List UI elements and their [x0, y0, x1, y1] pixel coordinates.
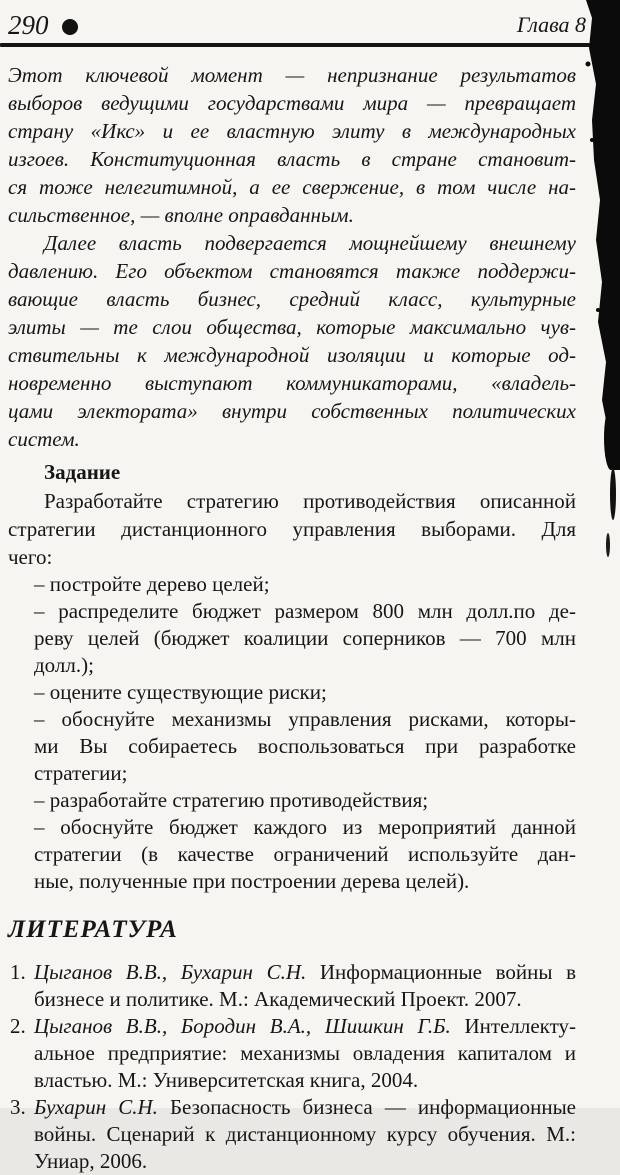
paragraph [8, 61, 576, 229]
body-paragraphs [8, 61, 576, 453]
text-line: – оцените существующие риски; [34, 680, 327, 704]
text-line: ствительны к международной изоляции и которые од- [8, 343, 576, 367]
text-line: чего: [8, 545, 53, 569]
text-line: Разработайте стратегию противодействия описанной [44, 489, 576, 513]
text-line: стратегии дистанционного управления выборами. Для [8, 517, 576, 541]
task-list-item [34, 814, 576, 895]
text-line: стратегии (в качестве ограничений используйте дан- [34, 842, 576, 866]
literature-item-authors: Цыганов В.В., Бухарин С.Н. [34, 960, 320, 984]
page-number: 290 [8, 10, 49, 40]
task-heading: Задание [44, 460, 121, 484]
literature-list [8, 959, 576, 1175]
text-line: долл.); [34, 653, 94, 677]
text-line: давлению. Его объектом становятся также поддержи- [8, 259, 576, 283]
text-line: систем. [8, 427, 80, 451]
task-list-item [34, 598, 576, 679]
paragraph [8, 229, 576, 453]
text-line: войны. Сценарий к дистанционному курсу обучения. М.: [34, 1122, 576, 1146]
text-line: властью. М.: Университетская книга, 2004. [34, 1068, 419, 1092]
text-line: – распределите бюджет размером 800 млн долл.по де- [34, 599, 576, 623]
literature-item-number: 3. [10, 1095, 26, 1119]
text-line: ся тоже нелегитимной, а ее свержение, в том числе на- [8, 175, 576, 199]
text-line: реву целей (бюджет коалиции соперников — 700 млн [34, 626, 576, 650]
page-header [0, 0, 620, 40]
literature-item [8, 1013, 576, 1094]
text-line: вающие власть бизнес, средний класс, культурные [8, 287, 576, 311]
task-list-item [34, 571, 576, 598]
text-line: цами электората» внутри собственных политических [8, 399, 576, 423]
bullet-dot-icon [62, 19, 78, 35]
text-line: стратегии; [34, 761, 128, 785]
literature-item-authors: Бухарин С.Н. [34, 1095, 170, 1119]
text-line: страну «Икс» и ее властную элиту в международных [8, 119, 576, 143]
text-line: элиты — те слои общества, которые максимально чув- [8, 315, 576, 339]
task-list [8, 571, 576, 895]
text-line: Бухарин С.Н. Безопасность бизнеса — информационные [34, 1095, 576, 1119]
literature-item [8, 959, 576, 1013]
literature-heading: ЛИТЕРАТУРА [8, 916, 178, 943]
task-list-item [34, 787, 576, 814]
text-line: Далее власть подвергается мощнейшему внешнему [44, 231, 576, 255]
task-intro [8, 487, 576, 571]
text-line: Цыганов В.В., Бухарин С.Н. Информационные войны в [34, 960, 576, 984]
text-line: Этот ключевой момент — непризнание результатов [8, 63, 576, 87]
task-list-item [34, 706, 576, 787]
literature-item-authors: Цыганов В.В., Бородин В.А., Шишкин Г.Б. [34, 1014, 465, 1038]
text-line: Цыганов В.В., Бородин В.А., Шишкин Г.Б. Интеллекту- [34, 1014, 576, 1038]
text-line: выборов ведущими государствами мира — превращает [8, 91, 576, 115]
page-number-block [8, 11, 78, 39]
text-line: изгоев. Конституционная власть в стране становит- [8, 147, 576, 171]
literature-item-number: 2. [10, 1014, 26, 1038]
text-line: новременно выступают коммуникаторами, «владель- [8, 371, 576, 395]
chapter-label: Глава 8 [516, 12, 586, 37]
text-line: альное предприятие: механизмы овладения капиталом и [34, 1041, 576, 1065]
text-line: – обоснуйте механизмы управления рисками, которы- [34, 707, 576, 731]
text-line: бизнесе и политике. М.: Академический Проект. 2007. [34, 987, 522, 1011]
text-line: ми Вы собираетесь воспользоваться при разработке [34, 734, 576, 758]
text-line: – обоснуйте бюджет каждого из мероприятий данной [34, 815, 576, 839]
text-line: – постройте дерево целей; [34, 572, 270, 596]
literature-item [8, 1094, 576, 1175]
literature-item-number: 1. [10, 960, 26, 984]
text-line: ные, полученные при построении дерева целей). [34, 869, 470, 893]
task-intro-paragraph [8, 487, 576, 571]
text-line: Униар, 2006. [34, 1149, 148, 1173]
text-line: – разработайте стратегию противодействия; [34, 788, 429, 812]
task-list-item [34, 679, 576, 706]
page-content [0, 47, 620, 1175]
text-line: сильственное, — вполне оправданным. [8, 203, 354, 227]
